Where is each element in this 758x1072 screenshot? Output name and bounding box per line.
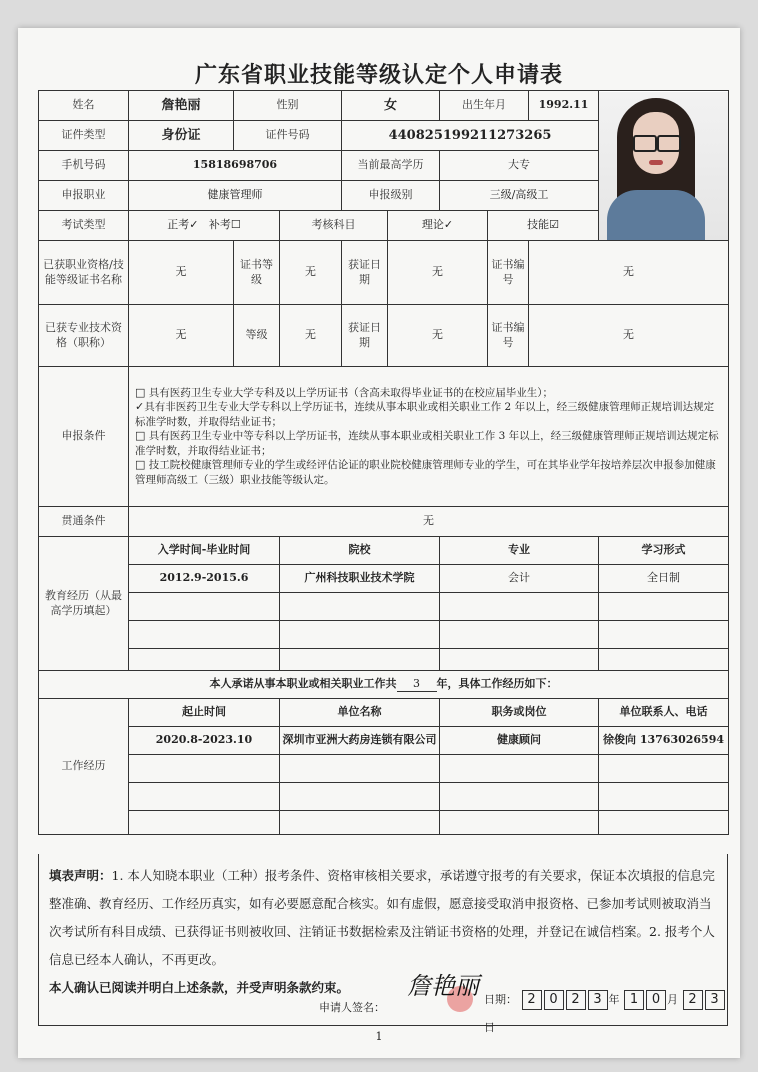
cert2-grade-label: 等级 [234,305,280,367]
cert2-label: 已获专业技术资格（职称） [39,305,129,367]
table-row [39,783,729,811]
gender-value: 女 [342,91,440,121]
application-form-page [18,28,740,1058]
condition-item: □ 技工院校健康管理师专业的学生或经评估论证的职业院校健康管理师专业的学生，可在其毕业学年按培养层次申报参加健康管理师高级工（三级）职业技能等级认定。 [135,458,716,487]
table-row: 2012.9-2015.6 广州科技职业技术学院 会计 全日制 [39,565,729,593]
cert2-grade-value: 无 [280,305,342,367]
check-icon: ✓ [135,400,145,414]
work-header-contact: 单位联系人、电话 [599,699,729,727]
education-level-label: 当前最高学历 [342,151,440,181]
job-label: 申报职业 [39,181,129,211]
edu-header-mode: 学习形式 [599,537,729,565]
handwritten-signature: 詹艳丽 [407,972,479,1000]
gender-label: 性别 [234,91,342,121]
skill-label: 技能 [527,218,550,232]
theory-option [388,211,488,241]
work-header-period: 起止时间 [129,699,280,727]
work-header-position: 职务或岗位 [440,699,599,727]
cert1-label: 已获职业资格/技能等级证书名称 [39,241,129,305]
condition-item: ✓具有非医药卫生专业大学专科以上学历证书，连续从事本职业或相关职业工作 2 年以上，经三级健康管理师正规培训达规定标准学时数，并取得结业证书； [135,400,715,429]
table-row [39,755,729,783]
sign-date: 日期： 2 0 2 3 年 1 0 月 2 3日 [484,986,727,1042]
name-label: 姓名 [39,91,129,121]
cert2-date-label: 获证日期 [342,305,388,367]
exam-type-label: 考试类型 [39,211,129,241]
education-level-value: 大专 [440,151,599,181]
edu-header-major: 专业 [440,537,599,565]
page-number: 1 [375,1030,383,1043]
education-history-label: 教育经历（从最高学历填起） [39,537,129,671]
work-commitment: 本人承诺从事本职业或相关职业工作共 3 年，具体工作经历如下： [39,671,729,699]
birth-label: 出生年月 [440,91,529,121]
cert1-grade-label: 证书等级 [234,241,280,305]
work-header-company: 单位名称 [280,699,440,727]
declaration-box [38,854,728,1034]
birth-value: 1992.11 [529,91,599,121]
cert2-number-value: 无 [529,305,729,367]
level-label: 申报级别 [342,181,440,211]
applicant-photo [599,91,729,241]
cert2-value: 无 [129,305,234,367]
condition-item: □ 具有医药卫生专业中等专科以上学历证书，连续从事本职业或相关职业工作 3 年以上，经三级健康管理师正规培训达规定标准学时数，并取得结业证书； [135,429,719,458]
cert1-number-label: 证书编号 [488,241,529,305]
declaration-text: 1. 本人知晓本职业（工种）报考条件、资格审核相关要求，承诺遵守报考的有关要求，保证本次填报的信息完整准确、教育经历、工作经历真实，如有必要愿意配合核实。如有虚假，愿意接受取消申报资格、已参加考试则被取消当次考试所有科目成绩、已获得证书则被收回、注销证书数据检索及注销证书资格的处理，并登记在诚信档案。2. 报考个人信息已经本人确认，不再更改。 [49,868,715,967]
level-value: 三级/高级工 [440,181,599,211]
table-row: 2020.8-2023.10 深圳市亚洲大药房连锁有限公司 健康顾问 徐俊向 13763026594 [39,727,729,755]
signature-label: 申请人签名： [319,1001,385,1014]
name-value: 詹艳丽 [129,91,234,121]
exam-makeup-checkbox-icon: ☐ [230,218,241,232]
work-years: 3 [397,677,437,693]
checkbox-icon: □ [135,458,146,472]
phone-value: 15818698706 [129,151,342,181]
application-table [38,90,729,835]
glasses-icon [633,135,681,149]
cert1-date-value: 无 [388,241,488,305]
checkbox-icon: □ [135,385,146,399]
declaration-confirm: 本人确认已阅读并明白上述条款，并受声明条款约束。 [49,980,350,995]
edu-header-period: 入学时间-毕业时间 [129,537,280,565]
skill-check-icon: ☑ [549,218,559,232]
phone-label: 手机号码 [39,151,129,181]
subject-label: 考核科目 [280,211,388,241]
theory-label: 理论 [421,218,444,232]
cert1-number-value: 无 [529,241,729,305]
exam-normal-label: 正考 [167,218,190,232]
table-row [39,621,729,649]
job-value: 健康管理师 [129,181,342,211]
work-history-label: 工作经历 [39,699,129,835]
id-type-label: 证件类型 [39,121,129,151]
checkbox-icon: □ [135,429,146,443]
exam-makeup-label: 补考 [208,218,231,232]
portrait-image [599,92,728,240]
theory-check-icon: ✓ [443,218,454,232]
id-type-value: 身份证 [129,121,234,151]
through-value: 无 [129,507,729,537]
through-label: 贯通条件 [39,507,129,537]
edu-header-school: 院校 [280,537,440,565]
id-number-value: 440825199211273265 [342,121,599,151]
conditions-label: 申报条件 [39,367,129,507]
cert1-value: 无 [129,241,234,305]
form-title: 广东省职业技能等级认定个人申请表 [194,62,563,88]
exam-normal-check-icon: ✓ [189,218,199,232]
table-row [39,593,729,621]
declaration-heading: 填表声明： [49,868,112,883]
cert1-date-label: 获证日期 [342,241,388,305]
conditions-list [129,367,729,507]
skill-option [488,211,599,241]
date-label: 日期： [484,993,517,1006]
condition-item: □ 具有医药卫生专业大学专科及以上学历证书（含高未取得毕业证书的在校应届毕业生）； [135,385,553,399]
exam-type-options [129,211,280,241]
id-number-label: 证件号码 [234,121,342,151]
cert1-grade-value: 无 [280,241,342,305]
cert2-date-value: 无 [388,305,488,367]
cert2-number-label: 证书编号 [488,305,529,367]
